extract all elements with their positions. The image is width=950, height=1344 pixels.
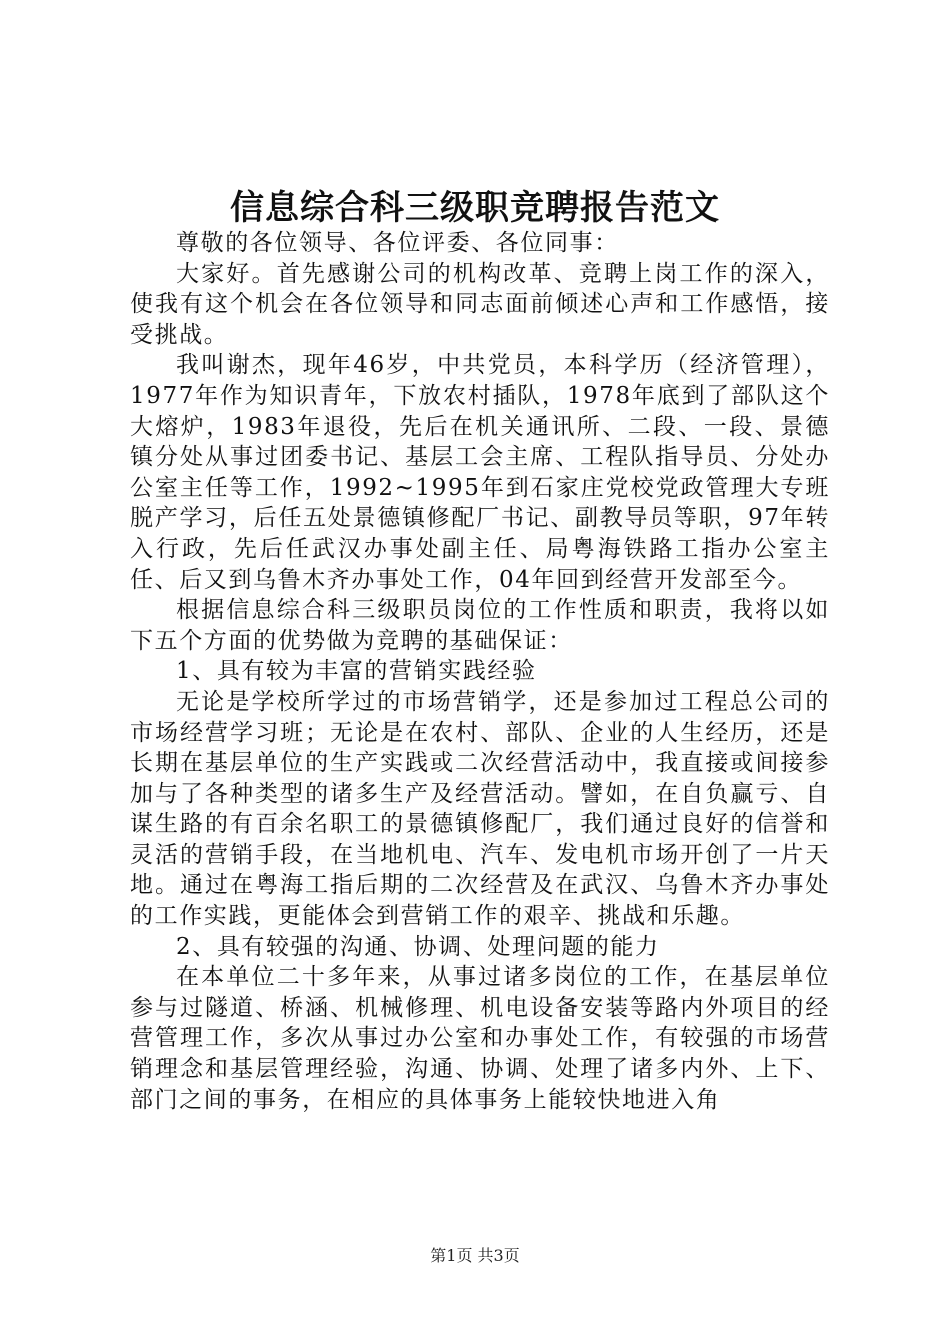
page-number-footer: 第1页 共3页	[430, 1246, 520, 1265]
section-text-2: 在本单位二十多年来，从事过诸多岗位的工作，在基层单位参与过隧道、桥涵、机械修理、机电设备安装等路内外项目的经营管理工作，多次从事过办公室和办事处工作，有较强的市场营销理念和基层管理经验，沟通、协调、处理了诸多内外、上下、部门之间的事务，在相应的具体事务上能较快地进入角	[130, 964, 830, 1113]
paragraph-biography: 我叫谢杰，现年46岁，中共党员，本科学历（经济管理），1977年作为知识青年，下放农村插队，1978年底到了部队这个大熔炉，1983年退役，先后在机关通讯所、二段、一段、景德镇分处从事过团委书记、基层工会主席、工程队指导员、分处办公室主任等工作，1992~1995年到石家庄党校党政管理大专班脱产学习，后任五处景德镇修配厂书记、副教导员等职，97年转入行政，先后任武汉办事处副主任、局粤海铁路工指办公室主任、后又到乌鲁木齐办事处工作，04年回到经营开发部至今。	[130, 352, 830, 593]
paragraph-intro: 大家好。首先感谢公司的机构改革、竞聘上岗工作的深入，使我有这个机会在各位领导和同志面前倾述心声和工作感悟，接受挑战。	[130, 260, 830, 348]
section-text-1: 无论是学校所学过的市场营销学，还是参加过工程总公司的市场经营学习班；无论是在农村、部队、企业的人生经历，还是长期在基层单位的生产实践或二次经营活动中，我直接或间接参加与了各种类型的诸多生产及经营活动。譬如，在自负赢亏、自谋生路的有百余名职工的景德镇修配厂，我们通过良好的信誉和灵活的营销手段，在当地机电、汽车、发电机市场开创了一片天地。通过在粤海工指后期的二次经营及在武汉、乌鲁木齐办事处的工作实践，更能体会到营销工作的艰辛、挑战和乐趣。	[130, 688, 830, 930]
greeting-line: 尊敬的各位领导、各位评委、各位同事：	[176, 230, 619, 256]
section-heading-2: 2、具有较强的沟通、协调、处理问题的能力	[176, 933, 660, 960]
document-body	[130, 228, 830, 1115]
paragraph-advantages-intro: 根据信息综合科三级职员岗位的工作性质和职责，我将以如下五个方面的优势做为竞聘的基础保证：	[130, 597, 830, 654]
document-title: 信息综合科三级职竞聘报告范文	[230, 188, 720, 228]
section-heading-1: 1、具有较为丰富的营销实践经验	[176, 658, 537, 685]
